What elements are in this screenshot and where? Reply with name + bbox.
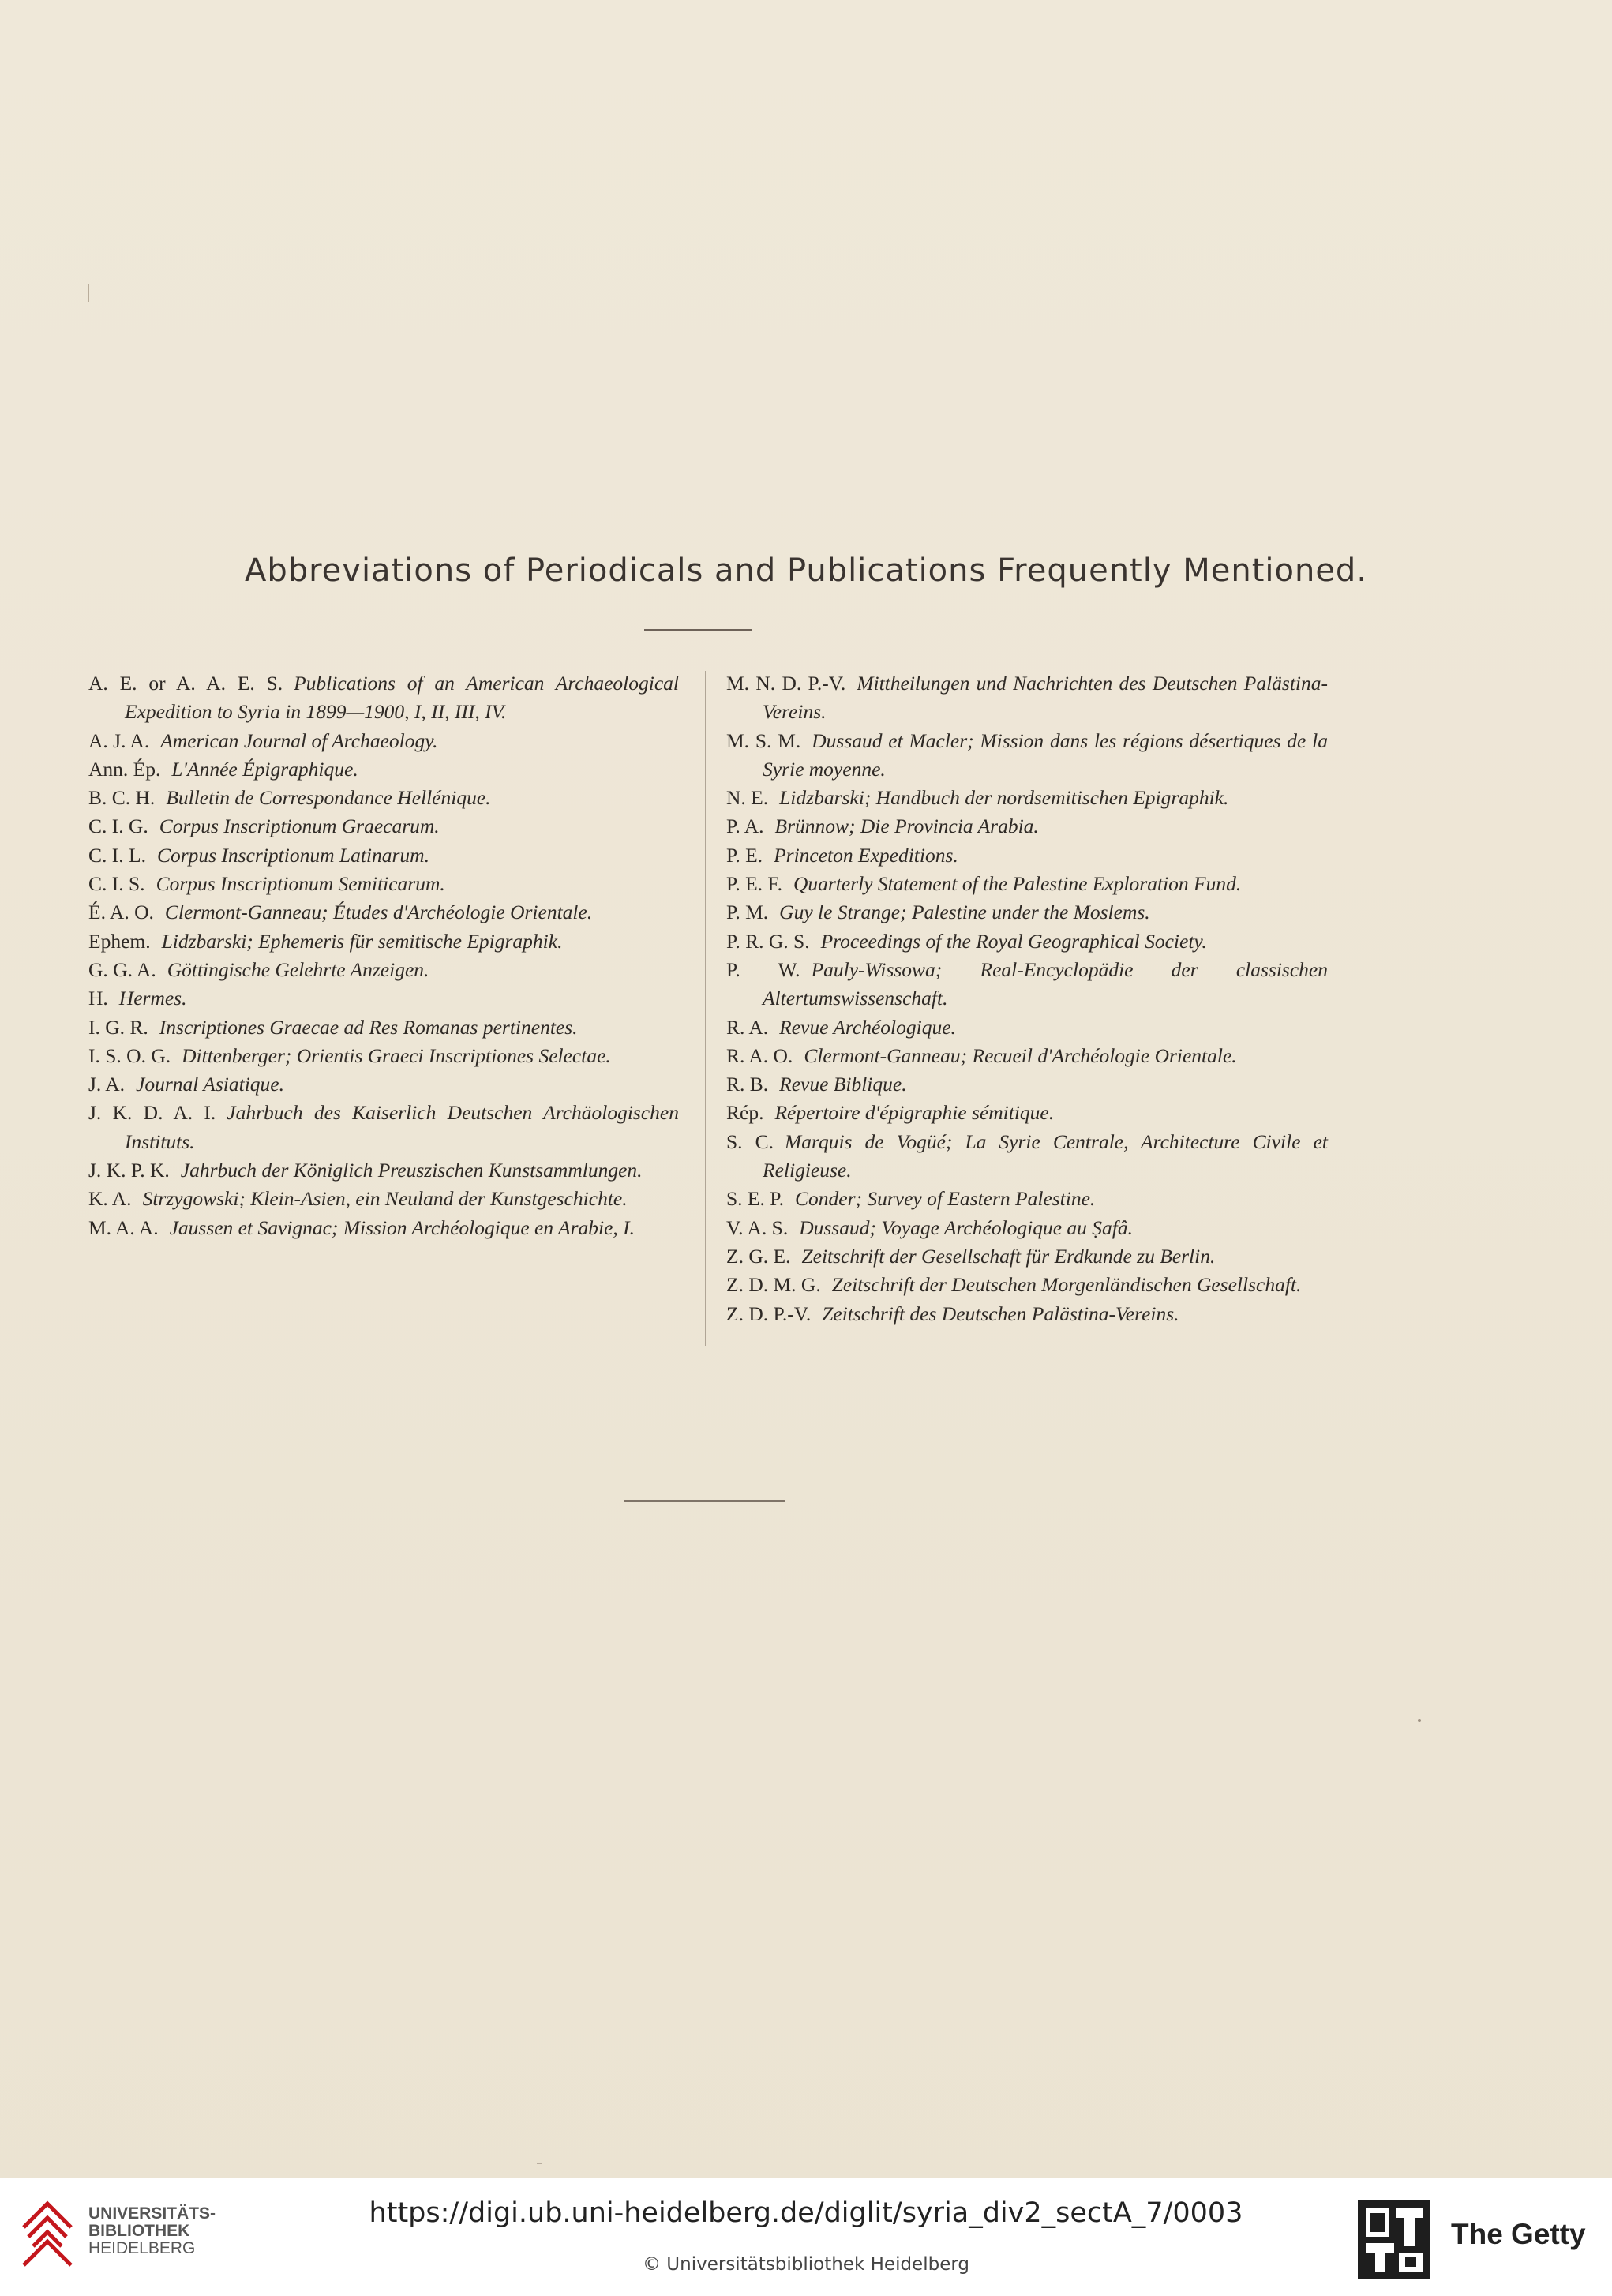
left-column <box>88 669 679 1242</box>
abbreviation-entry <box>726 727 1328 785</box>
publication-title: Marquis de Vogüé; La Syrie Centrale, Architecture Civile et Religieuse. <box>763 1129 1328 1182</box>
speck <box>1418 1719 1421 1722</box>
library-line: HEIDELBERG <box>88 2239 196 2257</box>
publication-title: Jaussen et Savignac; Mission Archéologique en Arabie, I. <box>169 1215 635 1239</box>
abbreviation-entry <box>88 1214 679 1242</box>
abbreviation: V. A. S. <box>726 1215 789 1239</box>
abbreviation-entry <box>726 1300 1328 1328</box>
publication-title: Guy le Strange; Palestine under the Moslems. <box>779 901 1150 924</box>
publication-title: Zeitschrift der Deutschen Morgenländischen Gesellschaft. <box>831 1273 1302 1297</box>
abbreviation: Rép. <box>726 1101 764 1125</box>
abbreviation: I. G. R. <box>88 1015 148 1039</box>
publication-title: Corpus Inscriptionum Latinarum. <box>156 843 429 867</box>
publication-title: Lidzbarski; Ephemeris für semitische Epigraphik. <box>161 929 563 953</box>
publication-title: Princeton Expeditions. <box>774 843 958 867</box>
publication-title: L'Année Épigraphique. <box>171 757 358 781</box>
abbreviation-entry <box>726 1070 1328 1099</box>
getty-logo-icon[interactable] <box>1358 2200 1430 2279</box>
source-url-link[interactable]: https://digi.ub.uni-heidelberg.de/diglit/syria_div2_sectA_7/0003 <box>369 2197 1243 2229</box>
abbreviation-entry <box>726 927 1328 956</box>
abbreviation: J. A. <box>88 1073 126 1096</box>
publication-title: American Journal of Archaeology. <box>160 729 438 752</box>
abbreviation-entry <box>88 1042 679 1070</box>
abbreviation-entry <box>726 1013 1328 1042</box>
publication-title: Journal Asiatique. <box>136 1073 285 1096</box>
library-line: BIBLIOTHEK <box>88 2222 190 2240</box>
publication-title: Clermont-Ganneau; Études d'Archéologie Orientale. <box>164 901 593 924</box>
abbreviation-entry <box>726 841 1328 870</box>
abbreviation: Ann. Ép. <box>88 757 161 781</box>
abbreviation: J. K. D. A. I. <box>88 1101 216 1125</box>
publication-title: Jahrbuch der Königlich Preuszischen Kunstsammlungen. <box>180 1159 643 1182</box>
abbreviation-entry <box>726 1128 1328 1185</box>
abbreviation-entry <box>726 1242 1328 1271</box>
abbreviation-entry <box>88 1013 679 1042</box>
copyright-notice: © Universitätsbibliothek Heidelberg <box>642 2254 969 2275</box>
abbreviation: S. C. <box>726 1129 774 1153</box>
abbreviation: N. E. <box>726 786 769 810</box>
publication-title: Clermont-Ganneau; Recueil d'Archéologie Orientale. <box>804 1043 1237 1067</box>
publication-title: Répertoire d'épigraphie sémitique. <box>774 1101 1055 1125</box>
abbreviation-entry <box>88 812 679 841</box>
publication-title: Göttingische Gelehrte Anzeigen. <box>167 957 429 981</box>
abbreviation: R. A. O. <box>726 1043 793 1067</box>
abbreviation: Z. D. P.-V. <box>726 1302 812 1325</box>
abbreviation: C. I. S. <box>88 872 145 896</box>
publication-title: Mittheilungen und Nachrichten des Deutschen Palästina-Vereins. <box>763 672 1328 724</box>
abbreviation: H. <box>88 987 108 1010</box>
abbreviation-entry <box>88 841 679 870</box>
abbreviation: B. C. H. <box>88 786 156 810</box>
speck <box>537 2163 542 2164</box>
abbreviation: C. I. G. <box>88 815 148 838</box>
publication-title: Quarterly Statement of the Palestine Exploration Fund. <box>793 872 1242 896</box>
abbreviation-entry <box>726 1271 1328 1299</box>
right-column <box>726 669 1328 1328</box>
abbreviation-entry <box>88 669 679 727</box>
abbreviation: M. A. A. <box>88 1215 159 1239</box>
abbreviation: K. A. <box>88 1187 132 1211</box>
abbreviation: J. K. P. K. <box>88 1159 170 1182</box>
abbreviation-entry <box>88 727 679 755</box>
publication-title: Pauly-Wissowa; Real-Encyclopädie der classischen Altertumswissenschaft. <box>763 957 1328 1010</box>
publication-title: Lidzbarski; Handbuch der nordsemitischen Epigraphik. <box>779 786 1229 810</box>
publication-title: Publications of an American Archaeological Expedition to Syria in 1899—1900, I, II, III, IV. <box>125 672 680 724</box>
abbreviation-entry <box>726 1042 1328 1070</box>
publication-title: Revue Biblique. <box>779 1073 907 1096</box>
abbreviation: M. S. M. <box>726 729 801 752</box>
abbreviation-entry <box>726 669 1328 727</box>
abbreviation-entry <box>88 1070 679 1099</box>
abbreviation: R. A. <box>726 1015 769 1039</box>
publication-title: Inscriptiones Graecae ad Res Romanas pertinentes. <box>159 1015 578 1039</box>
abbreviation-entry <box>88 755 679 784</box>
publication-title: Corpus Inscriptionum Semiticarum. <box>156 872 445 896</box>
abbreviation-entry <box>88 927 679 956</box>
abbreviation: P. E. <box>726 843 763 867</box>
abbreviation-entry <box>88 984 679 1013</box>
publication-title: Conder; Survey of Eastern Palestine. <box>795 1187 1096 1211</box>
abbreviation: M. N. D. P.-V. <box>726 672 846 695</box>
footer-bar <box>0 2178 1612 2296</box>
abbreviation: C. I. L. <box>88 843 146 867</box>
abbreviation: Z. G. E. <box>726 1244 791 1268</box>
publication-title: Revue Archéologique. <box>779 1015 956 1039</box>
abbreviation-entry <box>88 1156 679 1185</box>
publication-title: Jahrbuch des Kaiserlich Deutschen Archäologischen Instituts. <box>125 1101 679 1153</box>
abbreviation-entry <box>726 870 1328 898</box>
abbreviation: Ephem. <box>88 929 151 953</box>
publication-title: Dussaud et Macler; Mission dans les régions désertiques de la Syrie moyenne. <box>763 729 1328 781</box>
bottom-divider <box>624 1500 785 1502</box>
abbreviation: A. E. or A. A. E. S. <box>88 672 283 695</box>
abbreviation-entry <box>88 898 679 927</box>
abbreviation-entry <box>726 898 1328 927</box>
abbreviation: P. W. <box>726 957 800 981</box>
publication-title: Dussaud; Voyage Archéologique au Ṣafâ. <box>799 1215 1134 1239</box>
publication-title: Proceedings of the Royal Geographical Society. <box>820 929 1207 953</box>
publication-title: Zeitschrift der Gesellschaft für Erdkunde zu Berlin. <box>801 1244 1216 1268</box>
abbreviation-entry <box>88 1185 679 1213</box>
abbreviation-entry <box>88 784 679 812</box>
publication-title: Dittenberger; Orientis Graeci Inscriptiones Selectae. <box>182 1043 611 1067</box>
abbreviation: A. J. A. <box>88 729 150 752</box>
abbreviation: Z. D. M. G. <box>726 1273 821 1297</box>
abbreviation-entry <box>726 956 1328 1013</box>
publication-title: Strzygowski; Klein-Asien, ein Neuland der Kunstgeschichte. <box>142 1187 628 1211</box>
abbreviation: P. A. <box>726 815 764 838</box>
abbreviation: P. E. F. <box>726 872 782 896</box>
abbreviation-entry <box>726 812 1328 841</box>
abbreviation: I. S. O. G. <box>88 1043 171 1067</box>
abbreviation: G. G. A. <box>88 957 156 981</box>
abbreviation-entry <box>88 1099 679 1156</box>
abbreviation-entry <box>88 870 679 898</box>
publication-title: Bulletin de Correspondance Hellénique. <box>166 786 491 810</box>
abbreviation: É. A. O. <box>88 901 154 924</box>
abbreviation-entry <box>726 1185 1328 1213</box>
abbreviation-entry <box>88 956 679 984</box>
publication-title: Brünnow; Die Provincia Arabia. <box>774 815 1039 838</box>
abbreviation: P. R. G. S. <box>726 929 810 953</box>
abbreviation: P. M. <box>726 901 769 924</box>
page-title: Abbreviations of Periodicals and Publications Frequently Mentioned. <box>244 552 1368 589</box>
abbreviation-entry <box>726 784 1328 812</box>
column-divider <box>705 671 706 1346</box>
stray-mark <box>88 284 89 302</box>
abbreviation: S. E. P. <box>726 1187 784 1211</box>
publication-title: Corpus Inscriptionum Graecarum. <box>159 815 440 838</box>
publication-title: Hermes. <box>118 987 187 1010</box>
partner-name[interactable]: The Getty <box>1451 2218 1586 2250</box>
abbreviation-entry <box>726 1099 1328 1127</box>
abbreviation-entry <box>726 1214 1328 1242</box>
abbreviation: R. B. <box>726 1073 769 1096</box>
publication-title: Zeitschrift des Deutschen Palästina-Vereins. <box>822 1302 1179 1325</box>
library-line: UNIVERSITÄTS- <box>88 2204 216 2223</box>
title-divider <box>644 629 752 631</box>
